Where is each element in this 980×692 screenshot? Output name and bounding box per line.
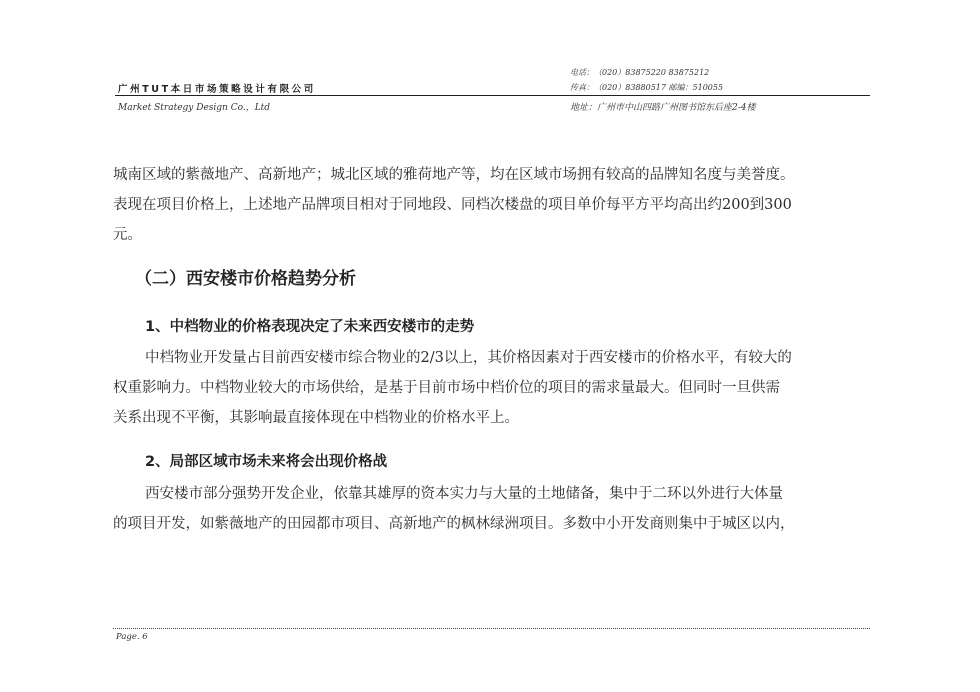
footer-divider [113,628,870,629]
header-phone: 电话：（020）83875220 83875212 [570,68,710,77]
paragraph-price-war [113,479,873,539]
section-heading: （二）西安楼市价格趋势分析 [135,269,356,289]
subsection-heading-1: 1、中档物业的价格表现决定了未来西安楼市的走势 [145,319,475,335]
header-address: 地址：广州市中山四路广州图书馆东后座2-4楼 [570,103,756,113]
page-number: Page. 6 [116,632,148,642]
paragraph-line: 元。 [113,227,142,243]
paragraph-line: 的项目开发，如紫薇地产的田园都市项目、高新地产的枫林绿洲项目。多数中小开发商则集中于城区以内， [113,516,795,532]
header-company-name-en: Market Strategy Design Co.，Ltd [118,103,271,113]
paragraph-brand-premium [113,160,873,250]
paragraph-line: 关系出现不平衡，其影响最直接体现在中档物业的价格水平上。 [113,410,519,426]
paragraph-line: 中档物业开发量占目前西安楼市综合物业的2/3以上，其价格因素对于西安楼市的价格水平，有较大的 [145,350,792,366]
paragraph-line: 表现在项目价格上，上述地产品牌项目相对于同地段、同档次楼盘的项目单价每平方平均高出约200到300 [113,197,792,213]
paragraph-line: 西安楼市部分强势开发企业，依靠其雄厚的资本实力与大量的土地储备，集中于二环以外进行大体量 [145,486,783,502]
paragraph-line: 权重影响力。中档物业较大的市场供给，是基于目前市场中档价位的项目的需求量最大。但同时一旦供需 [113,380,780,396]
header-company-name-cn: 广州TUT本日市场策略设计有限公司 [118,84,316,95]
paragraph-line: 城南区域的紫薇地产、高新地产；城北区域的雅荷地产等，均在区域市场拥有较高的品牌知名度与美誉度。 [113,167,795,183]
subsection-heading-2: 2、局部区域市场未来将会出现价格战 [145,454,388,470]
paragraph-mid-range [113,343,873,433]
page-header [115,62,870,118]
header-fax-postcode: 传真：（020）83880517 邮编：510055 [570,83,724,92]
header-divider [115,95,870,96]
